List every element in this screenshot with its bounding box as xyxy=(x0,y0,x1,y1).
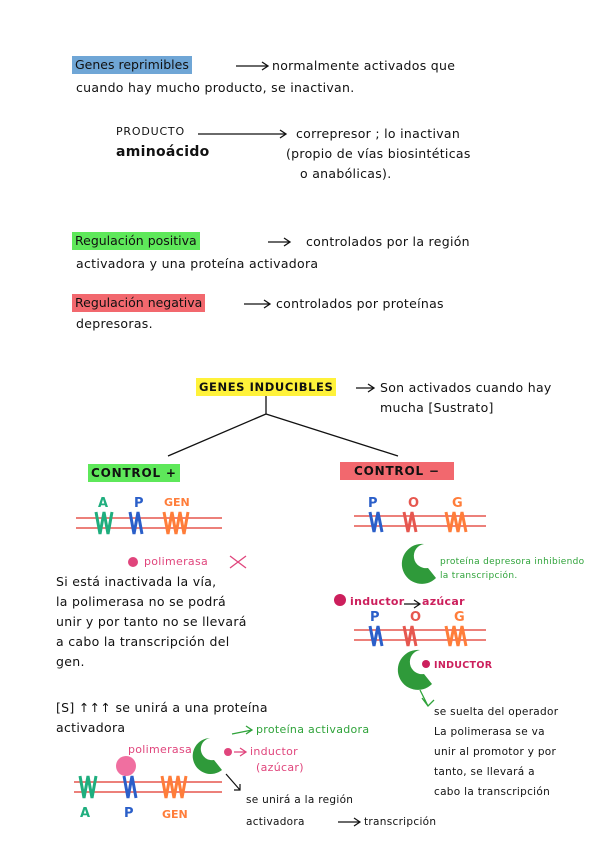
dna-control-neg-1 xyxy=(354,512,486,532)
region-line2: activadora xyxy=(246,816,305,828)
reprimibles-line2: cuando hay mucho producto, se inactivan. xyxy=(76,80,355,95)
control-pos-title: CONTROL + xyxy=(88,464,180,482)
producto-label: PRODUCTO xyxy=(116,125,185,138)
term-reprimibles: Genes reprimibles xyxy=(72,56,192,74)
dna-control-pos-2 xyxy=(74,776,222,798)
inducibles-line1: Son activados cuando hay xyxy=(380,380,552,395)
control-neg-text: se suelta del operador La polimerasa se va unir al promotor y por tanto, se llevará a cabo la transcripción xyxy=(434,706,559,798)
arrow-producto xyxy=(198,130,286,138)
region-line1: se unirá a la región xyxy=(246,794,354,806)
inductor-dot xyxy=(334,594,346,606)
inductor-tag: INDUCTOR xyxy=(434,660,493,671)
term-inducibles: GENES INDUCIBLES xyxy=(196,378,336,396)
transcripcion-label: transcripción xyxy=(364,816,437,828)
producto-r2: (propio de vías biosintéticas xyxy=(286,146,471,161)
reprimibles-line1: normalmente activados que xyxy=(272,58,456,73)
positiva-line1: controlados por la región xyxy=(306,234,470,249)
label-o-neg-2: O xyxy=(410,610,422,625)
proteina-activadora-label: proteína activadora xyxy=(256,723,370,736)
tree-lines xyxy=(168,396,398,456)
control-neg-title: CONTROL − xyxy=(340,462,454,480)
aminoacido-label: aminoácido xyxy=(116,144,210,160)
dna-control-pos-1 xyxy=(76,512,222,534)
label-p-neg: P xyxy=(368,496,378,511)
negativa-line1: controlados por proteínas xyxy=(276,296,444,311)
label-g-neg-2: G xyxy=(454,610,465,625)
arrow-negativa xyxy=(244,300,270,308)
inductor-label: inductor xyxy=(250,745,298,758)
activator-shape xyxy=(193,738,222,774)
label-a-2: A xyxy=(80,806,91,821)
label-gen: GEN xyxy=(164,496,190,509)
inducibles-line2: mucha [Sustrato] xyxy=(380,400,494,415)
producto-r1: correpresor ; lo inactivan xyxy=(296,126,461,141)
inductor-label-neg: inductor xyxy=(350,595,405,608)
control-pos-text: Si está inactivada la vía, la polimerasa no se podrá unir y por tanto no se llevará a cabo la transcripción del gen. xyxy=(56,574,247,669)
term-negativa: Regulación negativa xyxy=(72,294,205,312)
label-p-2: P xyxy=(124,806,134,821)
polimerasa-dot xyxy=(128,557,138,567)
negativa-line2: depresoras. xyxy=(76,316,153,331)
label-p-neg-2: P xyxy=(370,610,380,625)
repressor-shape-2 xyxy=(398,650,432,690)
azucar-label: (azúcar) xyxy=(256,761,304,774)
depresora-line2: la transcripción. xyxy=(440,571,518,581)
polimerasa-label: polimerasa xyxy=(144,555,209,568)
azucar-label-neg: azúcar xyxy=(422,595,465,608)
arrow-positiva xyxy=(268,238,290,246)
label-o-neg: O xyxy=(408,496,420,511)
arrow-inducibles xyxy=(356,384,374,392)
dna-control-neg-2 xyxy=(354,626,486,646)
producto-r3: o anabólicas). xyxy=(300,166,392,181)
cross-icon xyxy=(230,556,246,568)
label-gen-2: GEN xyxy=(162,808,188,821)
term-positiva: Regulación positiva xyxy=(72,232,200,250)
depresora-line1: proteína depresora inhibiendo xyxy=(440,557,585,567)
sustrato-line2: activadora xyxy=(56,720,126,735)
label-p: P xyxy=(134,496,144,511)
label-g-neg: G xyxy=(452,496,463,511)
arrow-reprimibles xyxy=(236,62,268,70)
polimerasa-label-2: polimerasa xyxy=(128,743,193,756)
positiva-line2: activadora y una proteína activadora xyxy=(76,256,319,271)
repressor-shape xyxy=(402,544,436,584)
sustrato-line1: [S] ↑↑↑ se unirá a una proteína xyxy=(56,700,268,715)
label-a: A xyxy=(98,496,109,511)
